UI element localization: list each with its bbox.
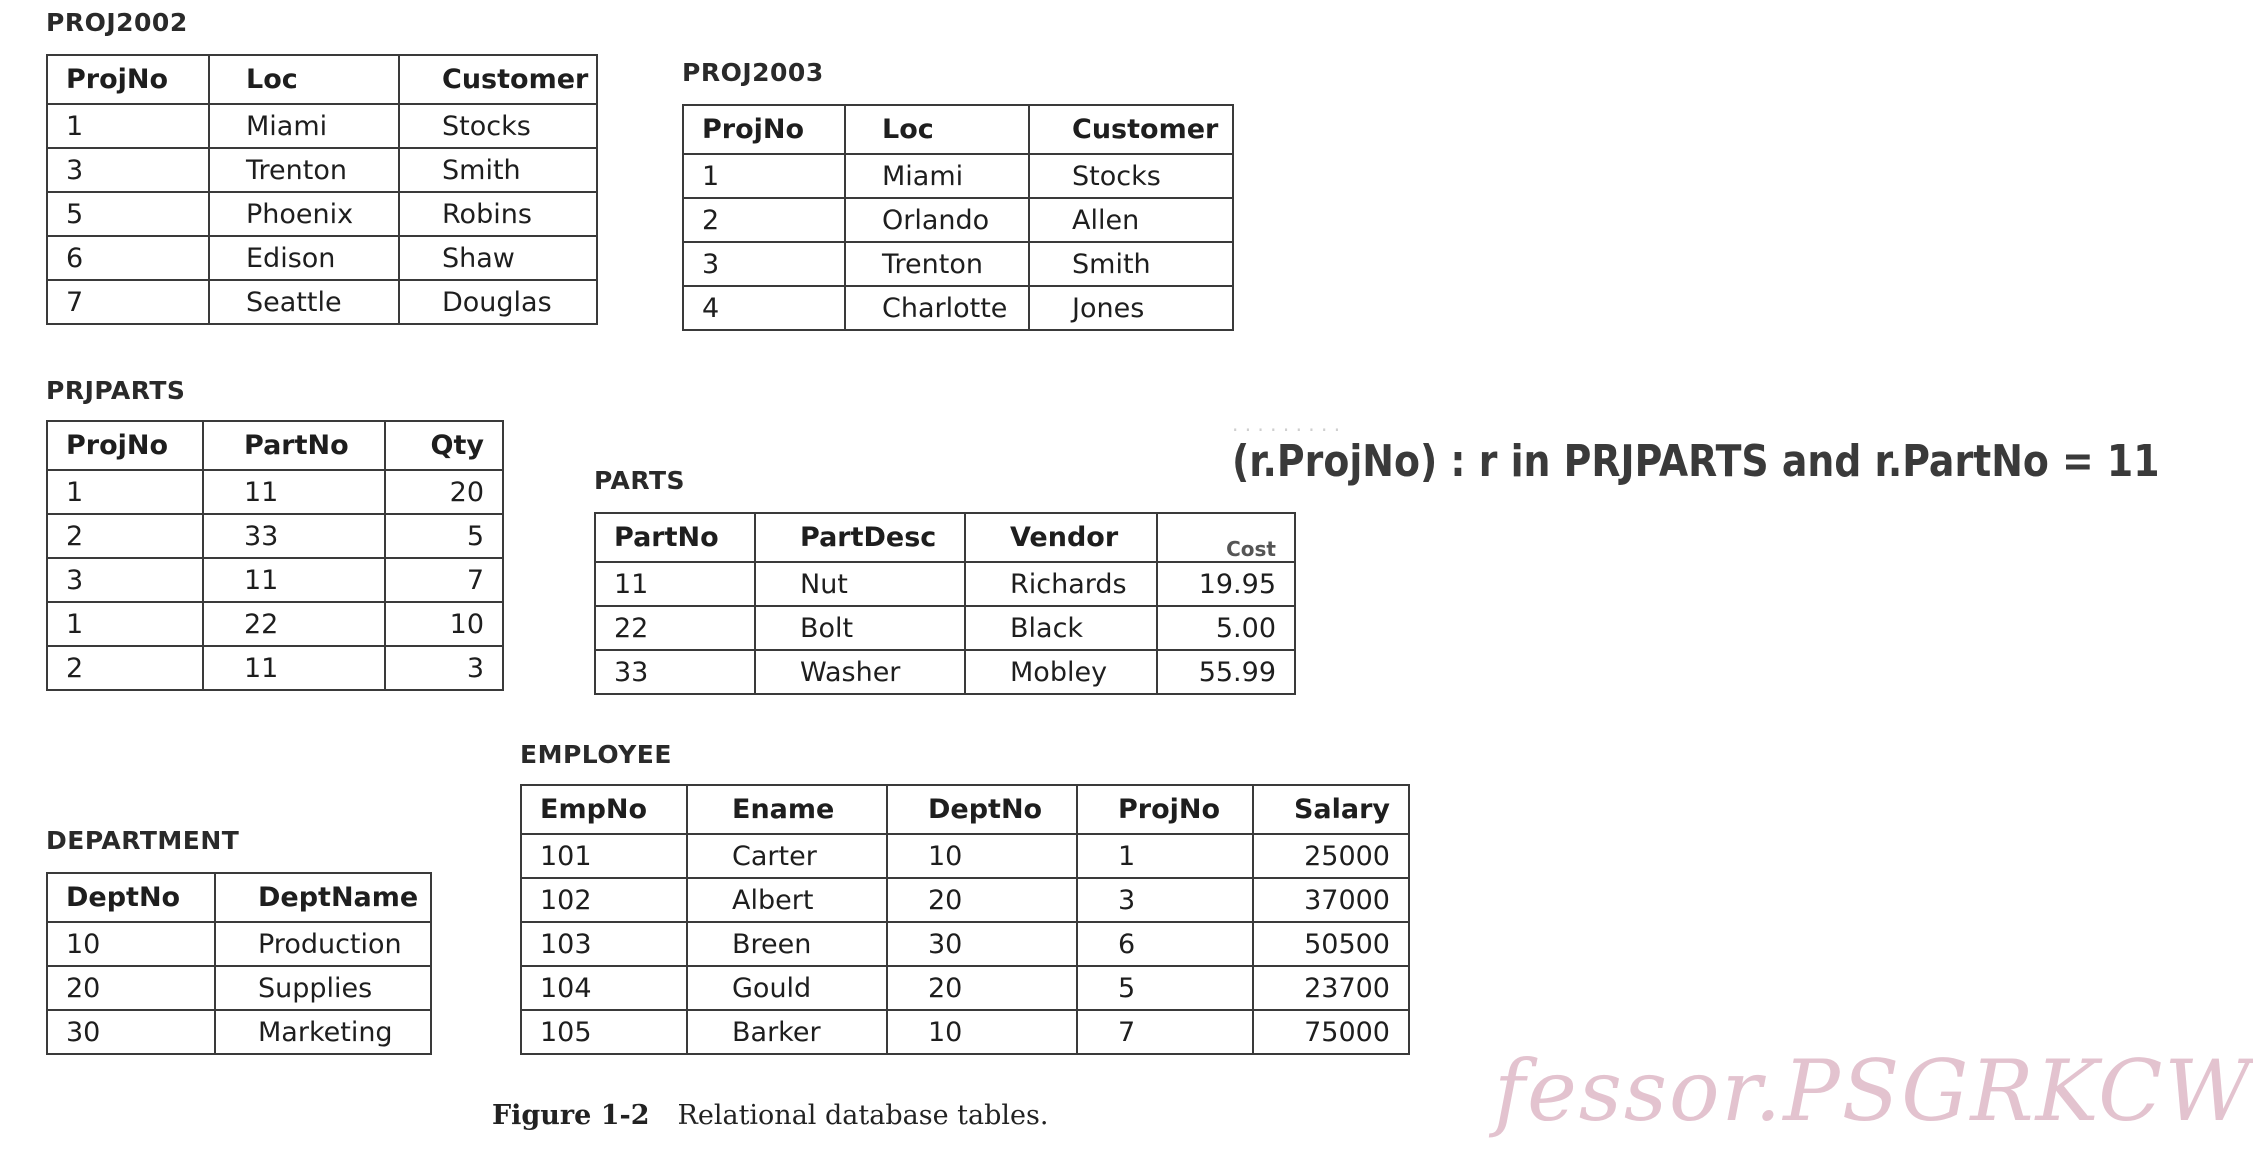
column-header: PartDesc [755, 513, 965, 562]
table-row [521, 1010, 1409, 1054]
table-cell: 11 [595, 562, 755, 606]
table-cell: Jones [1029, 286, 1233, 330]
table-row [683, 242, 1233, 286]
column-header: DeptNo [47, 873, 215, 922]
faded-text: · · · · · · · · · [1232, 418, 1341, 442]
table-cell: Seattle [209, 280, 399, 324]
table-cell: Smith [1029, 242, 1233, 286]
table-row [47, 236, 597, 280]
table-row [47, 514, 503, 558]
table-cell: 11 [203, 558, 385, 602]
table-cell: Barker [687, 1010, 887, 1054]
table-row [683, 154, 1233, 198]
table-cell: 3 [1077, 878, 1253, 922]
table-header-row [595, 513, 1295, 562]
formula-text: (r.ProjNo) : r in PRJPARTS and r.PartNo = 11 [1232, 436, 2160, 487]
table-cell: 2 [683, 198, 845, 242]
table-cell: 10 [385, 602, 503, 646]
table-cell: 30 [887, 922, 1077, 966]
department-title: DEPARTMENT [46, 826, 240, 855]
table-cell: 10 [47, 922, 215, 966]
table-cell: 102 [521, 878, 687, 922]
table-row [521, 834, 1409, 878]
table-cell: 11 [203, 470, 385, 514]
parts-title: PARTS [594, 466, 686, 495]
table-cell: 7 [47, 280, 209, 324]
table-cell: Nut [755, 562, 965, 606]
column-header: Customer [399, 55, 597, 104]
table-cell: Trenton [209, 148, 399, 192]
table-cell: 10 [887, 834, 1077, 878]
table-cell: Mobley [965, 650, 1157, 694]
employee-table [520, 784, 1410, 1055]
table-cell: 7 [385, 558, 503, 602]
table-cell: 19.95 [1157, 562, 1295, 606]
table-cell: 3 [47, 558, 203, 602]
column-header: PartNo [203, 421, 385, 470]
table-cell: 22 [203, 602, 385, 646]
proj2003-body [683, 154, 1233, 330]
table-row [47, 558, 503, 602]
table-cell: Miami [845, 154, 1029, 198]
table-cell: Allen [1029, 198, 1233, 242]
table-cell: Smith [399, 148, 597, 192]
department-table [46, 872, 432, 1055]
table-cell: Orlando [845, 198, 1029, 242]
table-cell: 1 [47, 602, 203, 646]
proj2002-title: PROJ2002 [46, 8, 188, 37]
table-cell: Trenton [845, 242, 1029, 286]
table-cell: Breen [687, 922, 887, 966]
table-cell: 33 [203, 514, 385, 558]
table-row [595, 606, 1295, 650]
table-cell: 33 [595, 650, 755, 694]
table-cell: 103 [521, 922, 687, 966]
table-cell: Carter [687, 834, 887, 878]
table-cell: 20 [385, 470, 503, 514]
table-cell: 3 [385, 646, 503, 690]
employee-body [521, 834, 1409, 1054]
table-header-row [47, 55, 597, 104]
table-cell: 101 [521, 834, 687, 878]
table-cell: 6 [1077, 922, 1253, 966]
column-header: Ename [687, 785, 887, 834]
column-header: Vendor [965, 513, 1157, 562]
column-header: ProjNo [683, 105, 845, 154]
table-cell: 105 [521, 1010, 687, 1054]
table-header-row [683, 105, 1233, 154]
table-row [47, 922, 431, 966]
table-cell: 1 [683, 154, 845, 198]
figure-caption [492, 1100, 1048, 1131]
proj2003-title: PROJ2003 [682, 58, 824, 87]
table-cell: Stocks [399, 104, 597, 148]
proj2002-table [46, 54, 598, 325]
column-header: DeptNo [887, 785, 1077, 834]
table-row [47, 1010, 431, 1054]
column-header: Customer [1029, 105, 1233, 154]
table-cell: 20 [887, 878, 1077, 922]
table-cell: 3 [47, 148, 209, 192]
table-cell: 104 [521, 966, 687, 1010]
table-row [683, 198, 1233, 242]
table-row [47, 148, 597, 192]
table-row [47, 646, 503, 690]
table-cell: Edison [209, 236, 399, 280]
table-cell: Albert [687, 878, 887, 922]
table-cell: 11 [203, 646, 385, 690]
table-cell: 3 [683, 242, 845, 286]
table-cell: Stocks [1029, 154, 1233, 198]
table-cell: Phoenix [209, 192, 399, 236]
prjparts-title: PRJPARTS [46, 376, 186, 405]
proj2002-body [47, 104, 597, 324]
table-cell: Supplies [215, 966, 431, 1010]
table-row [47, 280, 597, 324]
table-cell: 4 [683, 286, 845, 330]
column-header: Loc [209, 55, 399, 104]
prjparts-table [46, 420, 504, 691]
column-header: DeptName [215, 873, 431, 922]
table-header-row [47, 873, 431, 922]
table-cell: Black [965, 606, 1157, 650]
table-cell: 6 [47, 236, 209, 280]
table-row [47, 192, 597, 236]
table-row [683, 286, 1233, 330]
employee-title: EMPLOYEE [520, 740, 672, 769]
table-cell: Richards [965, 562, 1157, 606]
table-cell: Douglas [399, 280, 597, 324]
table-cell: 10 [887, 1010, 1077, 1054]
table-cell: 50500 [1253, 922, 1409, 966]
table-cell: 55.99 [1157, 650, 1295, 694]
column-header: PartNo [595, 513, 755, 562]
figure-caption-text: Relational database tables. [677, 1100, 1049, 1131]
figure-number: Figure 1-2 [492, 1100, 650, 1131]
table-cell: 2 [47, 514, 203, 558]
parts-table [594, 512, 1296, 695]
table-row [47, 966, 431, 1010]
table-cell: 75000 [1253, 1010, 1409, 1054]
table-cell: 25000 [1253, 834, 1409, 878]
table-row [521, 922, 1409, 966]
table-cell: 30 [47, 1010, 215, 1054]
column-header: ProjNo [1077, 785, 1253, 834]
table-cell: 20 [47, 966, 215, 1010]
table-cell: Production [215, 922, 431, 966]
table-cell: Shaw [399, 236, 597, 280]
prjparts-body [47, 470, 503, 690]
table-cell: 1 [47, 104, 209, 148]
column-header: Cost [1157, 513, 1295, 562]
column-header: Loc [845, 105, 1029, 154]
table-cell: 5 [1077, 966, 1253, 1010]
table-cell: Gould [687, 966, 887, 1010]
column-header: Salary [1253, 785, 1409, 834]
table-cell: Robins [399, 192, 597, 236]
parts-body [595, 562, 1295, 694]
column-header: Qty [385, 421, 503, 470]
table-cell: 7 [1077, 1010, 1253, 1054]
table-row [595, 650, 1295, 694]
watermark: fessor.PSGRKCW [1494, 1042, 2253, 1140]
table-cell: 23700 [1253, 966, 1409, 1010]
column-header: ProjNo [47, 55, 209, 104]
table-cell: 2 [47, 646, 203, 690]
table-row [521, 966, 1409, 1010]
table-header-row [47, 421, 503, 470]
table-row [595, 562, 1295, 606]
column-header: EmpNo [521, 785, 687, 834]
table-row [47, 602, 503, 646]
proj2003-table [682, 104, 1234, 331]
table-cell: 20 [887, 966, 1077, 1010]
table-row [47, 470, 503, 514]
table-cell: 37000 [1253, 878, 1409, 922]
table-cell: Washer [755, 650, 965, 694]
table-header-row [521, 785, 1409, 834]
department-body [47, 922, 431, 1054]
table-cell: 5.00 [1157, 606, 1295, 650]
table-cell: Miami [209, 104, 399, 148]
table-cell: 1 [47, 470, 203, 514]
table-cell: 22 [595, 606, 755, 650]
table-cell: 5 [385, 514, 503, 558]
table-cell: Bolt [755, 606, 965, 650]
column-header: ProjNo [47, 421, 203, 470]
table-row [47, 104, 597, 148]
table-cell: Charlotte [845, 286, 1029, 330]
table-cell: 5 [47, 192, 209, 236]
table-row [521, 878, 1409, 922]
table-cell: 1 [1077, 834, 1253, 878]
table-cell: Marketing [215, 1010, 431, 1054]
